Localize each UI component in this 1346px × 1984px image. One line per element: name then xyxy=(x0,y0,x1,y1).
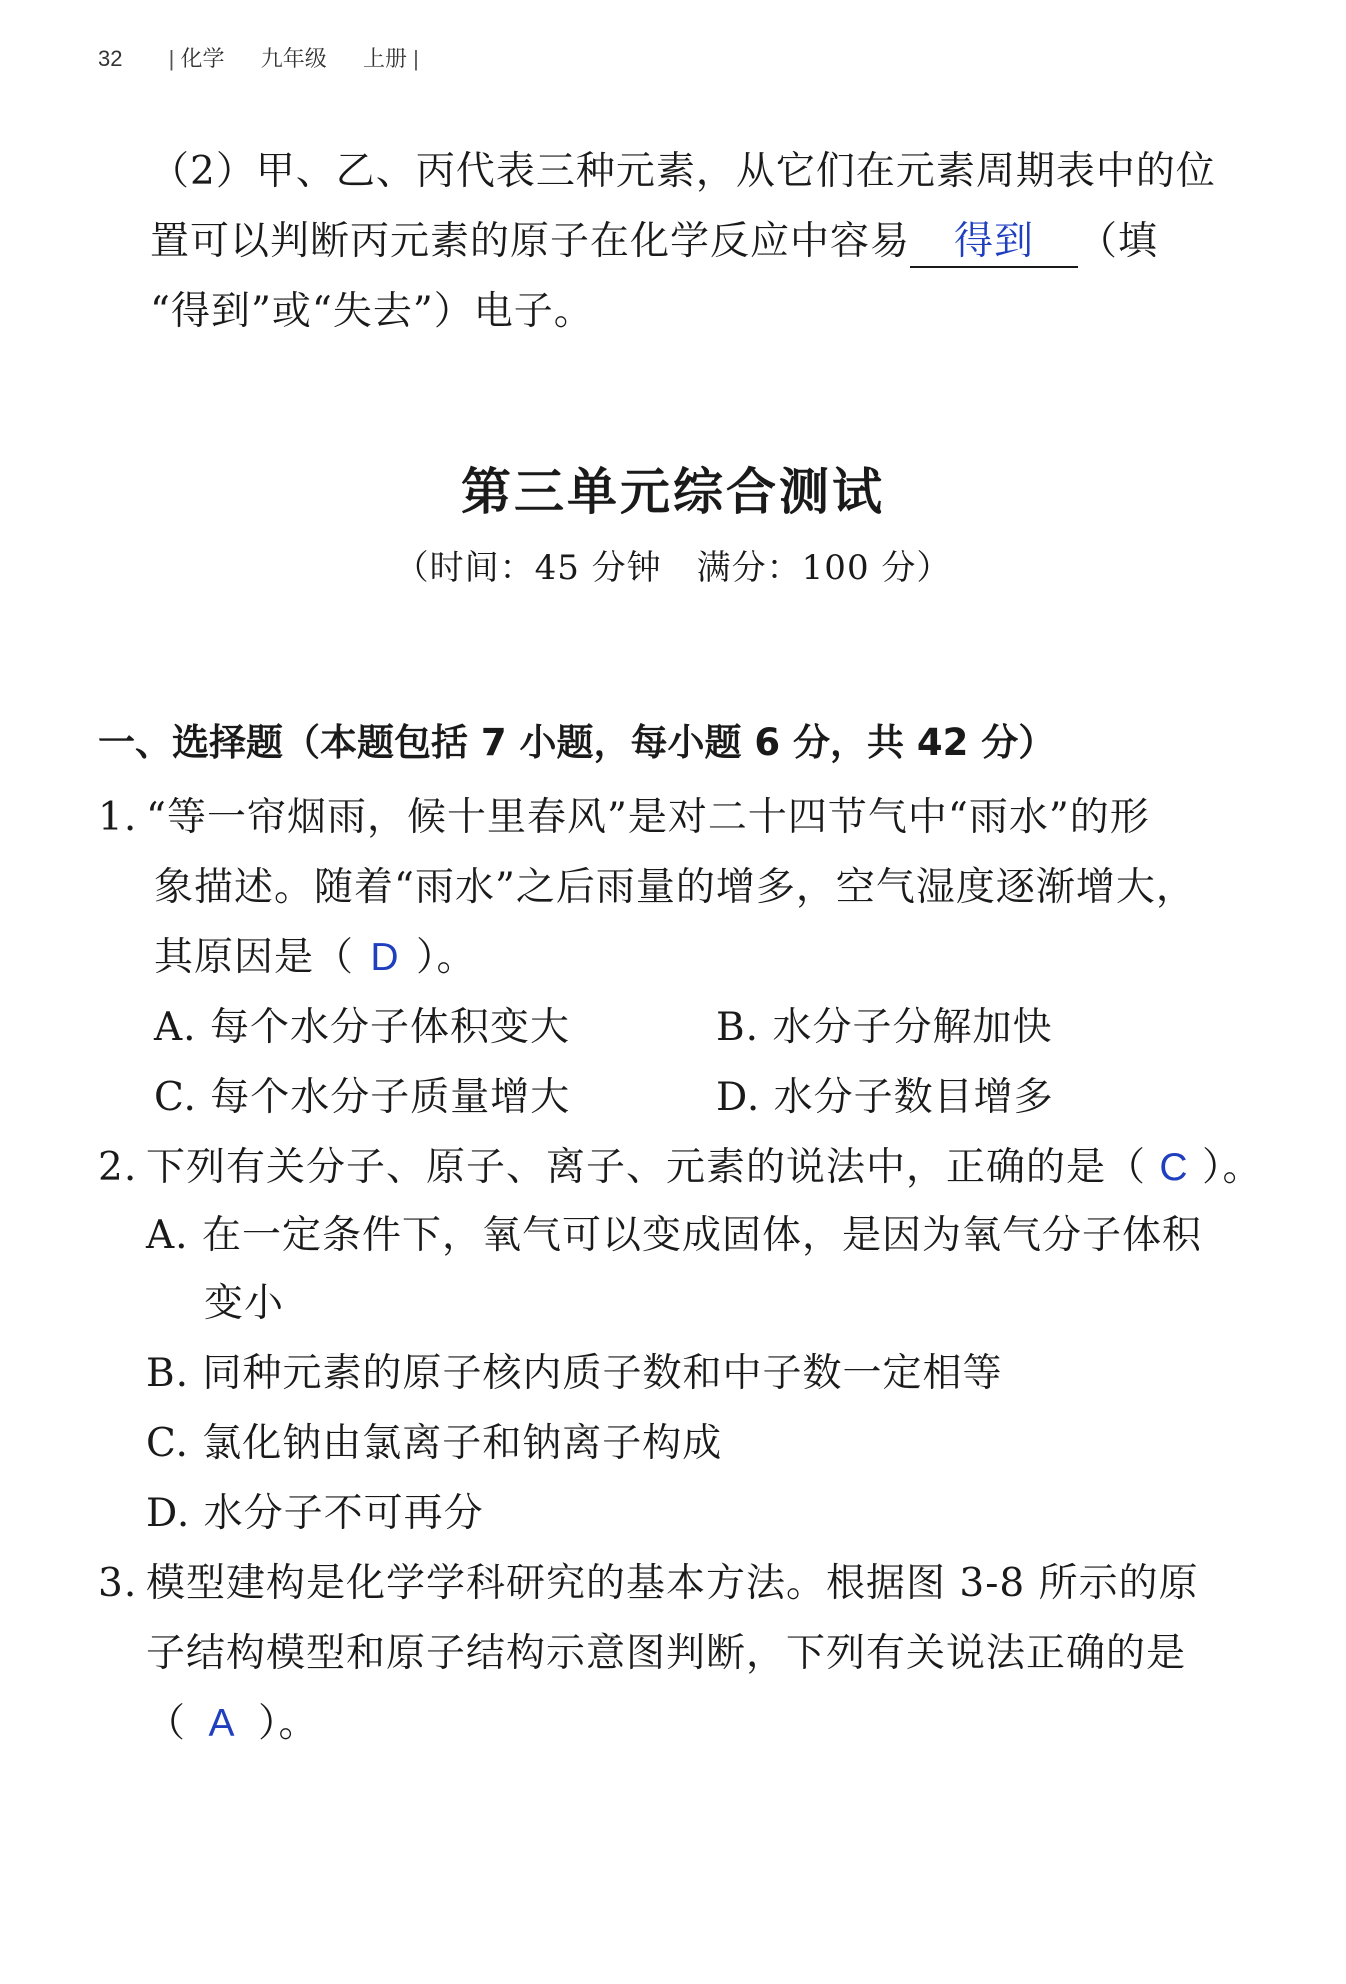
q1-line-3 xyxy=(154,926,477,982)
test-title: 第三单元综合测试 xyxy=(461,462,885,521)
q1-line-1 xyxy=(98,786,1150,842)
q3-line-2: 子结构模型和原子结构示意图判断，下列有关说法正确的是 xyxy=(146,1631,1187,1676)
section-heading: 一、选择题（本题包括 7 小题，每小题 6 分，共 42 分） xyxy=(98,721,1056,764)
header-volume: 上册 xyxy=(362,46,407,71)
q2-option-c: C. 氯化钠由氯离子和钠离子构成 xyxy=(146,1421,723,1466)
test-subtitle: （时间：45 分钟 满分：100 分） xyxy=(394,548,952,588)
q2-line-1 xyxy=(98,1136,1263,1192)
q3-line-1 xyxy=(98,1552,1199,1608)
header-separator-end: | xyxy=(413,46,419,71)
page-header xyxy=(98,42,419,73)
q1-answer: D xyxy=(370,936,400,979)
q3-close: ）。 xyxy=(258,1701,319,1746)
q2-number: 2. xyxy=(98,1145,138,1190)
q3-number: 3. xyxy=(98,1561,138,1606)
q1-option-b: B. 水分子分解加快 xyxy=(716,1005,1053,1050)
blank-answer: 得到 xyxy=(954,220,1035,263)
q3-line-3 xyxy=(146,1692,319,1748)
intro-line-1: （2）甲、乙、丙代表三种元素，从它们在元素周期表中的位 xyxy=(150,149,1216,194)
q2-answer: C xyxy=(1159,1146,1189,1189)
q2-stem-close: ）。 xyxy=(1202,1145,1263,1190)
q3-answer: A xyxy=(208,1702,236,1745)
intro-line-2 xyxy=(150,210,1158,268)
intro-line-2-suffix: （填 xyxy=(1078,219,1159,264)
header-separator: | xyxy=(168,46,175,71)
header-subject: 化学 xyxy=(180,46,225,71)
q1-line-2: 象描述。随着“雨水”之后雨量的增多，空气湿度逐渐增大， xyxy=(154,865,1196,910)
q1-text-1: “等一帘烟雨，候十里春风”是对二十四节气中“雨水”的形 xyxy=(146,795,1150,840)
q3-text-1: 模型建构是化学学科研究的基本方法。根据图 3-8 所示的原 xyxy=(146,1561,1199,1606)
q2-option-a-cont: 变小 xyxy=(204,1281,285,1326)
q1-stem-end: 其原因是（ xyxy=(154,935,355,980)
q1-number: 1. xyxy=(98,795,138,840)
fill-in-blank xyxy=(910,222,1078,268)
page-number: 32 xyxy=(98,46,123,71)
q1-option-d: D. 水分子数目增多 xyxy=(716,1075,1054,1120)
intro-line-3: “得到”或“失去”）电子。 xyxy=(150,289,594,334)
header-grade: 九年级 xyxy=(260,46,327,71)
q2-option-b: B. 同种元素的原子核内质子数和中子数一定相等 xyxy=(146,1351,1003,1396)
q2-stem: 下列有关分子、原子、离子、元素的说法中，正确的是（ xyxy=(146,1145,1147,1190)
q1-option-a: A. 每个水分子体积变大 xyxy=(154,1005,570,1050)
q1-stem-close: ）。 xyxy=(416,935,477,980)
q1-option-c: C. 每个水分子质量增大 xyxy=(154,1075,571,1120)
q3-open: （ xyxy=(146,1701,187,1746)
intro-line-2-text: 置可以判断丙元素的原子在化学反应中容易 xyxy=(150,219,911,264)
q2-option-d: D. 水分子不可再分 xyxy=(146,1491,484,1536)
q2-option-a: A. 在一定条件下，氧气可以变成固体，是因为氧气分子体积 xyxy=(146,1213,1202,1258)
